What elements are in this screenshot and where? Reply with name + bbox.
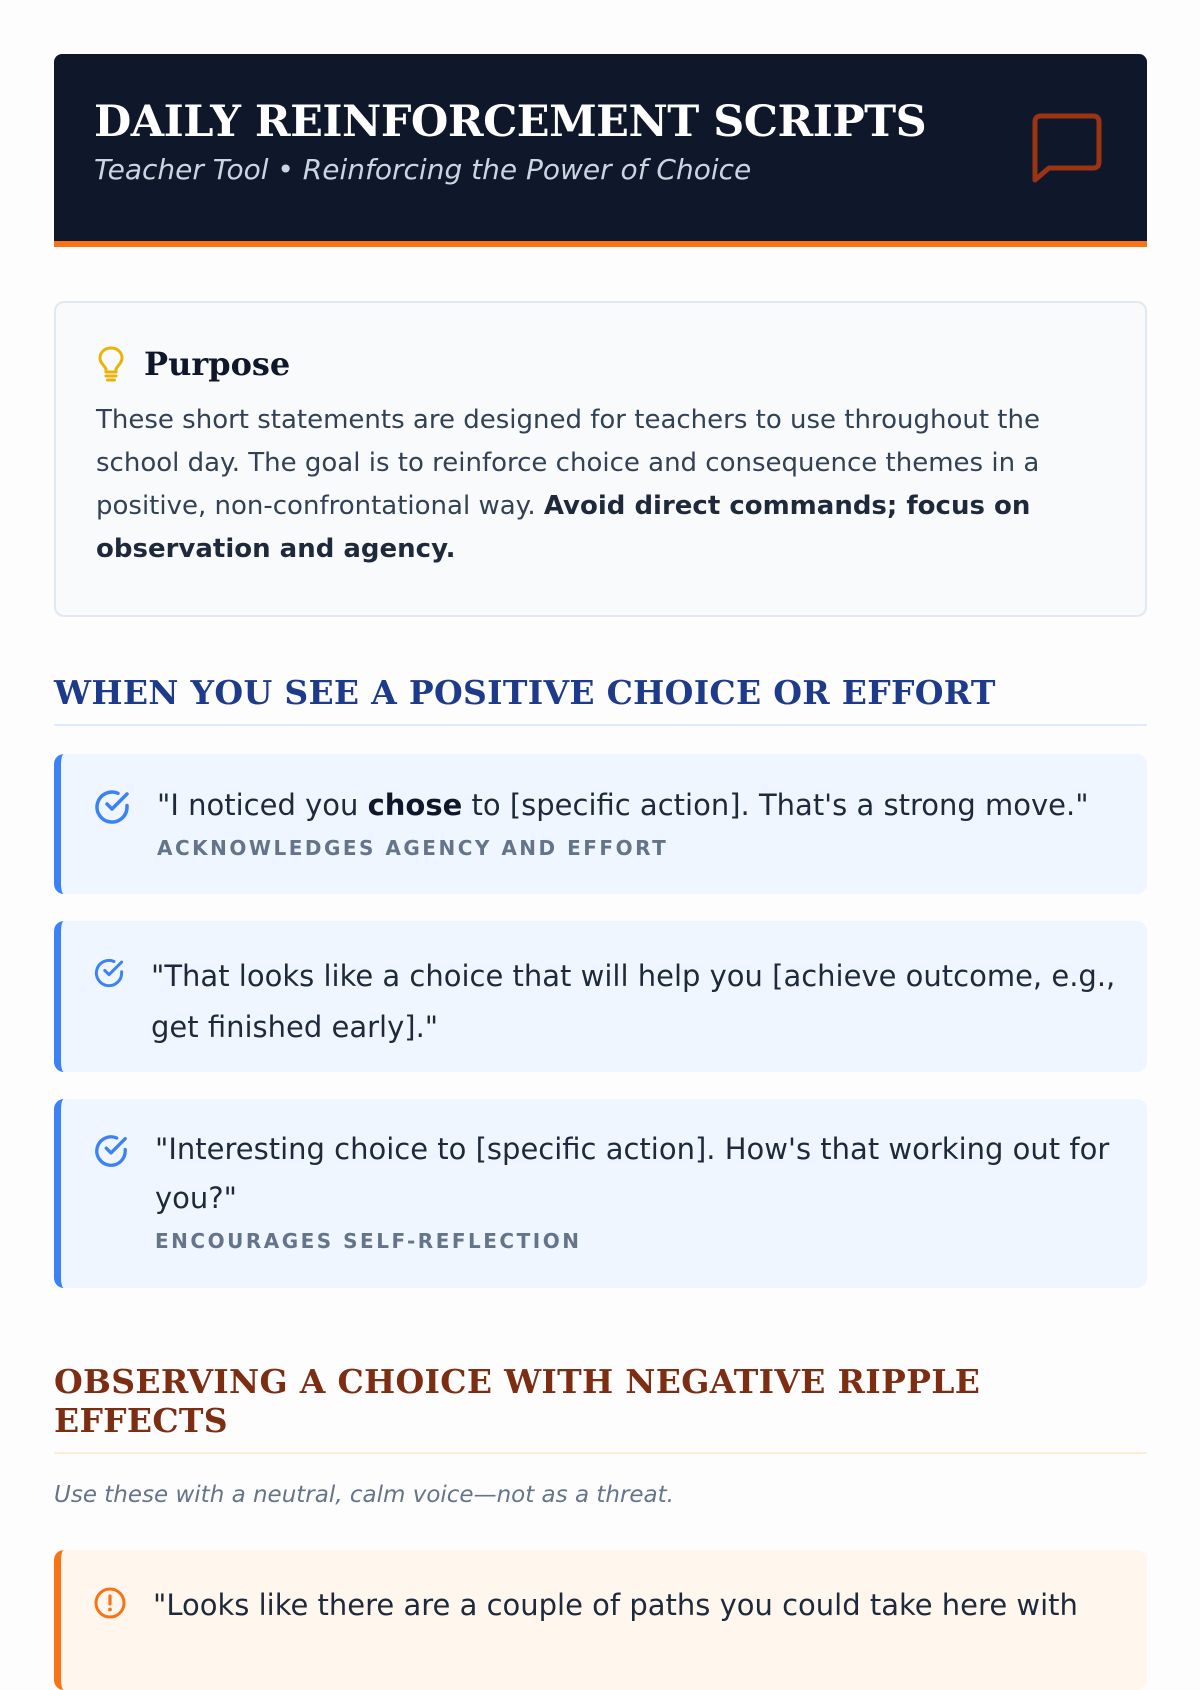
script-quote-end: to [specific action]. That's a strong move." (462, 788, 1089, 822)
script-quote-bold: chose (367, 788, 463, 822)
script-quote: "Interesting choice to [specific action]. How's that working out for you?" (155, 1132, 1110, 1215)
section-title-positive: WHEN YOU SEE A POSITIVE CHOICE OR EFFORT (54, 673, 1147, 726)
purpose-body: These short statements are designed for teachers to use throughout the school day. The goal is to reinforce choice and consequence themes in a positive, non-confrontational way. (96, 405, 1040, 521)
script-quote: "That looks like a choice that will help you [achieve outcome, e.g., get finished early]." (151, 959, 1116, 1044)
alert-circle-icon (93, 1586, 127, 1620)
lightbulb-icon (96, 345, 126, 383)
check-circle-icon (93, 1133, 129, 1169)
check-circle-icon (93, 957, 125, 989)
message-square-icon (1029, 112, 1105, 184)
script-tag: ACKNOWLEDGES AGENCY AND EFFORT (157, 836, 669, 860)
script-card (54, 1550, 1147, 1690)
purpose-text (96, 399, 1105, 571)
page (54, 54, 1147, 1690)
purpose-emphasis: Avoid direct commands; focus on observation and agency. (96, 491, 1031, 564)
script-card (54, 754, 1147, 894)
script-quote: "Looks like there are a couple of paths you could take here with (153, 1588, 1078, 1622)
check-circle-icon (93, 788, 131, 826)
script-quote (157, 780, 1117, 830)
section-note: Use these with a neutral, calm voice—not as a threat. (54, 1482, 674, 1508)
section-title-negative: OBSERVING A CHOICE WITH NEGATIVE RIPPLE EFFECTS (54, 1362, 1147, 1454)
script-quote-start: "I noticed you (157, 788, 368, 822)
purpose-heading (96, 345, 1105, 383)
page-header (54, 54, 1147, 247)
script-card (54, 1099, 1147, 1288)
script-card (54, 921, 1147, 1072)
script-tag: ENCOURAGES SELF-REFLECTION (155, 1229, 582, 1253)
page-title: DAILY REINFORCEMENT SCRIPTS (94, 97, 927, 147)
purpose-card (54, 301, 1147, 617)
purpose-title: Purpose (144, 345, 291, 383)
page-subtitle: Teacher Tool • Reinforcing the Power of Choice (94, 153, 752, 187)
